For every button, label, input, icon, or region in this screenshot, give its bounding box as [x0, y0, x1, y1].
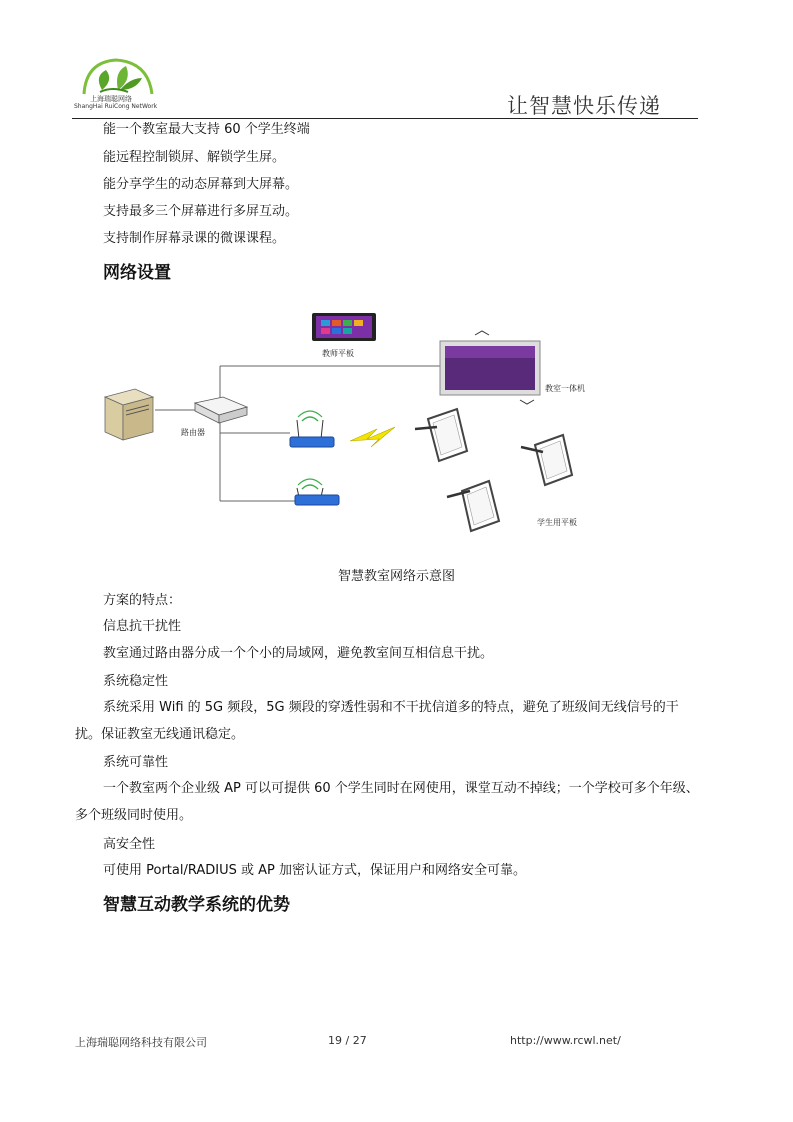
footer-company: 上海瑞聪网络科技有限公司 — [75, 1036, 207, 1049]
student-tablet-icon — [415, 409, 467, 461]
student-tablet-icon — [447, 481, 499, 531]
feature-line: 能分享学生的动态屏幕到大屏幕。 — [103, 177, 299, 192]
features-intro: 方案的特点： — [103, 593, 182, 608]
feature-title: 系统稳定性 — [103, 674, 169, 689]
label-ap: AP — [302, 425, 312, 433]
page-number: 19 / 27 — [328, 1034, 367, 1047]
logo-english-name: ShangHai RuiCong NetWork — [74, 103, 158, 110]
feature-text: 教室通过路由器分成一个个小的局域网，避免教室间互相信息干扰。 — [103, 646, 494, 661]
diagram-caption: 智慧教室网络示意图 — [337, 569, 455, 584]
feature-text: 可使用 Portal/RADIUS 或 AP 加密认证方式，保证用户和网络安全可靠。 — [103, 863, 527, 878]
access-point-icon — [295, 479, 339, 505]
student-tablet-icon — [521, 435, 572, 485]
feature-text: 一个教室两个企业级 AP 可以可提供 60 个学生同时在网使用，课堂互动不掉线；一个学校可多个年级、多个班级同时使用。 — [75, 781, 699, 823]
feature-line: 能远程控制锁屏、解锁学生屏。 — [103, 150, 286, 165]
feature-title: 高安全性 — [103, 837, 156, 852]
label-router: 路由器 — [181, 428, 205, 437]
router-icon — [195, 397, 247, 423]
feature-title: 信息抗干扰性 — [103, 619, 182, 634]
leaf-logo-icon — [72, 56, 172, 96]
wireless-signal-icon — [350, 427, 395, 447]
server-icon — [105, 389, 153, 440]
feature-line: 支持制作屏幕录课的微课课程。 — [103, 231, 286, 246]
header-slogan: 让智慧快乐传递 — [507, 94, 661, 118]
feature-line: 能一个教室最大支持 60 个学生终端 — [103, 122, 310, 137]
section-heading-advantage: 智慧互动教学系统的优势 — [103, 895, 290, 915]
company-logo — [72, 56, 172, 116]
feature-text: 系统采用 Wifi 的 5G 频段，5G 频段的穿透性弱和不干扰信道多的特点，避免了班级间无线信号的干扰。保证教室无线通讯稳定。 — [75, 700, 679, 742]
section-heading-network: 网络设置 — [103, 263, 171, 283]
teacher-tablet-icon — [312, 313, 376, 341]
label-student-tablet: 学生用平板 — [537, 518, 577, 527]
logo-chinese-name: 上海瑞聪网络 — [90, 95, 132, 103]
footer-url[interactable]: http://www.rcwl.net/ — [510, 1034, 621, 1047]
label-classroom-display: 教室一体机 — [545, 384, 585, 393]
feature-line: 支持最多三个屏幕进行多屏互动。 — [103, 204, 299, 219]
access-point-icon — [290, 411, 334, 447]
network-diagram — [95, 305, 635, 545]
classroom-display-icon — [440, 331, 540, 404]
label-teacher-tablet: 教师平板 — [322, 349, 354, 358]
header-divider — [72, 118, 698, 119]
feature-title: 系统可靠性 — [103, 755, 169, 770]
